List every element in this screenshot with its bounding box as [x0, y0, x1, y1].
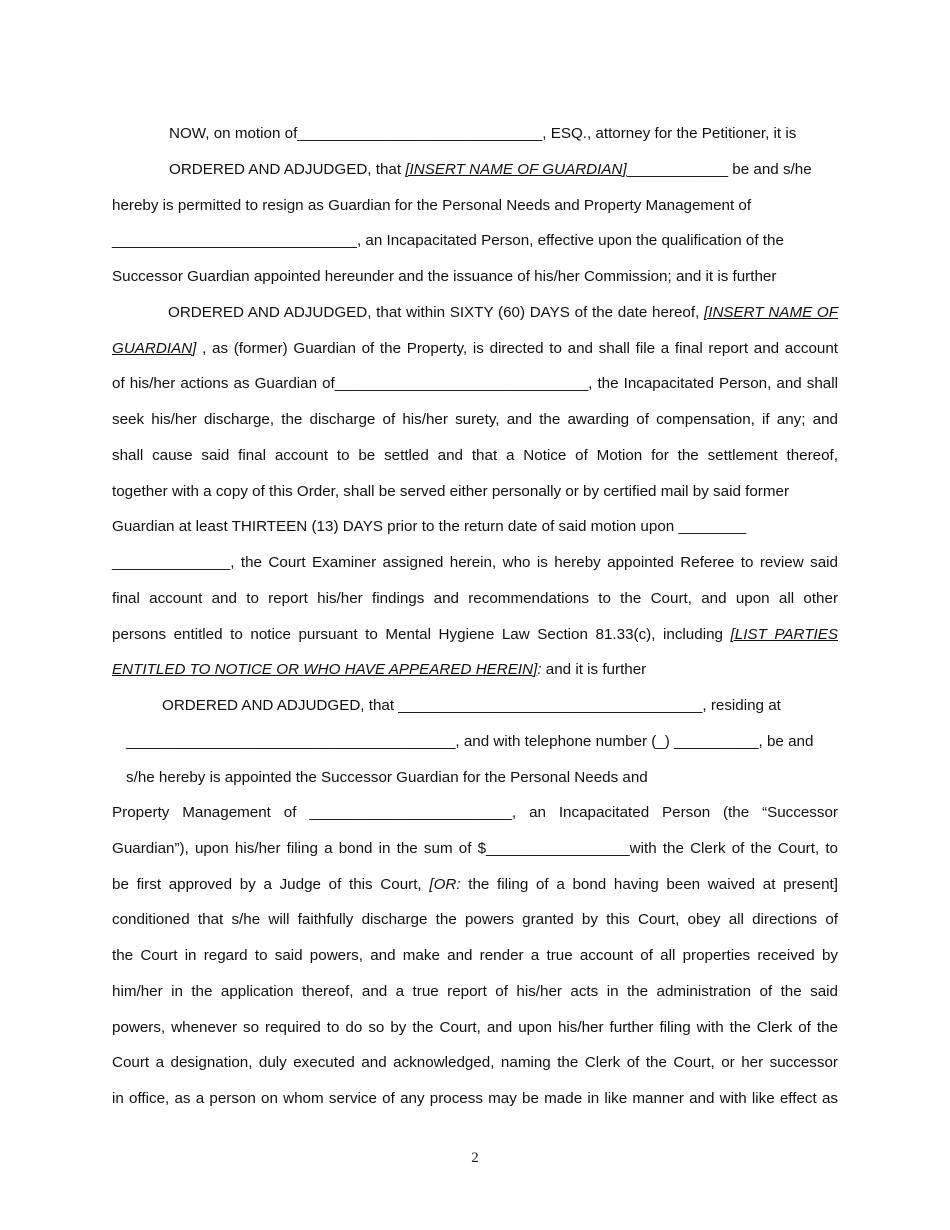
text-line-22 — [112, 875, 838, 895]
text-segment: final account and to report his/her findings and recommendations to the Court, and upon all other — [112, 590, 838, 607]
text-line-12 — [112, 517, 757, 537]
text-line-19 — [126, 768, 658, 788]
text-segment: powers, whenever so required to do so by the Court, and upon his/her further filing with the Clerk of the — [112, 1019, 838, 1036]
text-line-8 — [112, 374, 838, 394]
text-segment: together with a copy of this Order, shall be served either personally or by certified mail by said former — [112, 483, 789, 500]
text-segment: [INSERT NAME OF — [704, 304, 839, 321]
text-segment: Court a designation, duly executed and acknowledged, naming the Clerk of the Court, or her successor — [112, 1054, 838, 1071]
text-segment: , as (former) Guardian of the Property, is directed to and shall file a final report and account — [196, 340, 838, 357]
text-line-16 — [112, 660, 647, 680]
text-segment: Successor Guardian appointed hereunder and the issuance of his/her Commission; and it is further — [112, 268, 777, 285]
text-line-6 — [168, 303, 838, 323]
text-segment: and it is further — [541, 661, 647, 678]
text-segment: the filing of a bond having been waived at present] — [460, 876, 838, 893]
text-line-9 — [112, 410, 838, 430]
text-segment: NOW, on motion of_____________________________, ESQ., attorney for the Petitioner, it is — [169, 125, 797, 142]
text-line-18 — [126, 732, 814, 752]
text-line-25 — [112, 982, 838, 1002]
text-segment: Guardian at least THIRTEEN (13) DAYS prior to the return date of said motion upon ________ — [112, 518, 747, 535]
text-line-10 — [112, 446, 838, 466]
text-segment: s/he hereby is appointed the Successor Guardian for the Personal Needs and — [126, 769, 648, 786]
text-segment: him/her in the application thereof, and a true report of his/her acts in the administration of the said — [112, 983, 838, 1000]
text-segment: GUARDIAN] — [112, 340, 197, 357]
text-line-5 — [112, 267, 796, 287]
text-segment: seek his/her discharge, the discharge of his/her surety, and the awarding of compensation, if any; and — [112, 411, 838, 428]
text-line-15 — [112, 625, 838, 645]
text-segment: of his/her actions as Guardian of______________________________, the Incapacitated Person, and shall — [112, 375, 838, 392]
text-line-1 — [169, 124, 807, 144]
text-segment: ORDERED AND ADJUDGED, that ____________________________________, residing at — [162, 697, 781, 714]
text-segment: ______________, the Court Examiner assigned herein, who is hereby appointed Referee to review said — [112, 554, 838, 571]
text-segment: ENTITLED TO NOTICE OR WHO HAVE APPEARED HEREIN] — [112, 661, 538, 678]
text-segment: conditioned that s/he will faithfully discharge the powers granted by this Court, obey all directions of — [112, 911, 838, 928]
text-segment: [LIST PARTIES — [730, 626, 838, 643]
text-line-28 — [112, 1089, 838, 1109]
text-segment: in office, as a person on whom service of any process may be made in like manner and with like effect as — [112, 1090, 838, 1107]
text-segment: Property Management of ________________________, an Incapacitated Person (the “Successor — [112, 804, 838, 821]
page-number: 2 — [471, 1150, 479, 1166]
text-segment: be first approved by a Judge of this Court, — [112, 876, 430, 893]
text-segment: hereby is permitted to resign as Guardian for the Personal Needs and Property Management of — [112, 197, 752, 214]
text-segment: ORDERED AND ADJUDGED, that within SIXTY (60) DAYS of the date hereof, — [168, 304, 705, 321]
text-segment: : — [537, 661, 542, 678]
text-line-11 — [112, 482, 838, 502]
text-line-21 — [112, 839, 838, 859]
text-line-4 — [112, 231, 795, 251]
text-segment: _____________________________, an Incapacitated Person, effective upon the qualification of the — [112, 232, 784, 249]
text-segment: [OR: — [429, 876, 461, 893]
text-segment: ORDERED AND ADJUDGED, that — [169, 161, 406, 178]
text-line-23 — [112, 910, 838, 930]
text-segment: [INSERT NAME OF GUARDIAN] — [405, 161, 627, 178]
text-line-27 — [112, 1053, 838, 1073]
text-segment: persons entitled to notice pursuant to Mental Hygiene Law Section 81.33(c), including — [112, 626, 731, 643]
text-segment: the Court in regard to said powers, and make and render a true account of all properties received by — [112, 947, 838, 964]
text-segment: Guardian”), upon his/her filing a bond in the sum of $_________________with the Clerk of the Court, to — [112, 840, 838, 857]
text-line-24 — [112, 946, 838, 966]
text-line-14 — [112, 589, 838, 609]
text-line-13 — [112, 553, 838, 573]
text-line-3 — [112, 196, 772, 216]
text-line-2 — [169, 160, 812, 180]
text-segment: shall cause said final account to be settled and that a Notice of Motion for the settlement thereof, — [112, 447, 838, 464]
text-segment: ____________ be and s/he — [626, 161, 812, 178]
text-line-26 — [112, 1018, 838, 1038]
text-line-7 — [112, 339, 838, 359]
text-line-20 — [112, 803, 838, 823]
text-line-17 — [162, 696, 781, 716]
text-segment: _______________________________________, and with telephone number (_) __________, be and — [126, 733, 814, 750]
